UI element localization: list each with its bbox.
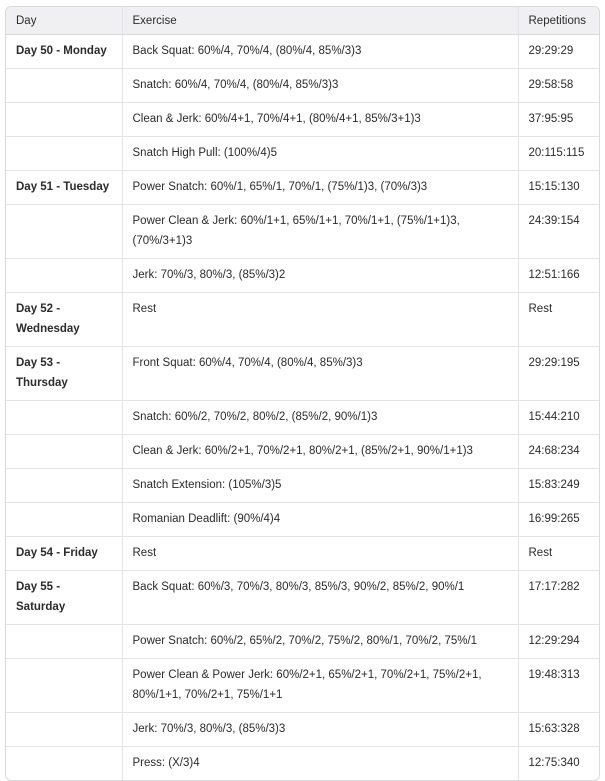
- table-row: [6, 435, 599, 469]
- table-row: [6, 293, 599, 347]
- day-cell: Day 53 - Thursday: [6, 347, 122, 401]
- exercise-cell: Clean & Jerk: 60%/2+1, 70%/2+1, 80%/2+1, (85%/2+1, 90%/1+1)3: [122, 435, 518, 469]
- day-cell: [6, 747, 122, 781]
- exercise-cell: Rest: [122, 293, 518, 347]
- table-row: [6, 469, 599, 503]
- day-cell: Day 51 - Tuesday: [6, 171, 122, 205]
- exercise-cell: Rest: [122, 537, 518, 571]
- header-exercise: Exercise: [122, 7, 518, 35]
- day-cell: [6, 69, 122, 103]
- repetitions-cell: Rest: [518, 293, 599, 347]
- repetitions-cell: 15:15:130: [518, 171, 599, 205]
- table-row: [6, 69, 599, 103]
- exercise-cell: Jerk: 70%/3, 80%/3, (85%/3)2: [122, 259, 518, 293]
- workout-table-container: [5, 6, 600, 781]
- day-cell: [6, 259, 122, 293]
- table-row: [6, 747, 599, 781]
- table-row: [6, 35, 599, 69]
- day-cell: [6, 205, 122, 259]
- exercise-cell: Power Snatch: 60%/1, 65%/1, 70%/1, (75%/1)3, (70%/3)3: [122, 171, 518, 205]
- exercise-cell: Back Squat: 60%/3, 70%/3, 80%/3, 85%/3, 90%/2, 85%/2, 90%/1: [122, 571, 518, 625]
- exercise-cell: Snatch High Pull: (100%/4)5: [122, 137, 518, 171]
- exercise-cell: Power Snatch: 60%/2, 65%/2, 70%/2, 75%/2, 80%/1, 70%/2, 75%/1: [122, 625, 518, 659]
- day-cell: [6, 103, 122, 137]
- day-cell: [6, 659, 122, 713]
- repetitions-cell: 37:95:95: [518, 103, 599, 137]
- exercise-cell: Jerk: 70%/3, 80%/3, (85%/3)3: [122, 713, 518, 747]
- repetitions-cell: 17:17:282: [518, 571, 599, 625]
- repetitions-cell: 12:51:166: [518, 259, 599, 293]
- repetitions-cell: 20:115:115: [518, 137, 599, 171]
- day-cell: Day 55 - Saturday: [6, 571, 122, 625]
- repetitions-cell: 24:39:154: [518, 205, 599, 259]
- table-row: [6, 659, 599, 713]
- table-row: [6, 259, 599, 293]
- table-row: [6, 137, 599, 171]
- table-row: [6, 713, 599, 747]
- repetitions-cell: 12:29:294: [518, 625, 599, 659]
- table-body: [6, 35, 599, 781]
- table-row: [6, 571, 599, 625]
- day-cell: [6, 137, 122, 171]
- table-row: [6, 503, 599, 537]
- table-header-row: [6, 7, 599, 35]
- exercise-cell: Press: (X/3)4: [122, 747, 518, 781]
- day-cell: [6, 713, 122, 747]
- repetitions-cell: 29:58:58: [518, 69, 599, 103]
- exercise-cell: Power Clean & Power Jerk: 60%/2+1, 65%/2+1, 70%/2+1, 75%/2+1, 80%/1+1, 70%/2+1, 75%/1+1: [122, 659, 518, 713]
- table-row: [6, 103, 599, 137]
- table-row: [6, 537, 599, 571]
- repetitions-cell: 19:48:313: [518, 659, 599, 713]
- repetitions-cell: 12:75:340: [518, 747, 599, 781]
- header-day: Day: [6, 7, 122, 35]
- exercise-cell: Snatch Extension: (105%/3)5: [122, 469, 518, 503]
- header-repetitions: Repetitions: [518, 7, 599, 35]
- repetitions-cell: 15:44:210: [518, 401, 599, 435]
- exercise-cell: Snatch: 60%/2, 70%/2, 80%/2, (85%/2, 90%/1)3: [122, 401, 518, 435]
- day-cell: [6, 469, 122, 503]
- repetitions-cell: 15:83:249: [518, 469, 599, 503]
- table-row: [6, 625, 599, 659]
- workout-table: [6, 7, 599, 780]
- table-row: [6, 401, 599, 435]
- day-cell: Day 54 - Friday: [6, 537, 122, 571]
- table-row: [6, 205, 599, 259]
- exercise-cell: Back Squat: 60%/4, 70%/4, (80%/4, 85%/3)3: [122, 35, 518, 69]
- repetitions-cell: 16:99:265: [518, 503, 599, 537]
- repetitions-cell: 15:63:328: [518, 713, 599, 747]
- exercise-cell: Romanian Deadlift: (90%/4)4: [122, 503, 518, 537]
- exercise-cell: Front Squat: 60%/4, 70%/4, (80%/4, 85%/3)3: [122, 347, 518, 401]
- repetitions-cell: 24:68:234: [518, 435, 599, 469]
- day-cell: Day 52 - Wednesday: [6, 293, 122, 347]
- repetitions-cell: 29:29:29: [518, 35, 599, 69]
- day-cell: [6, 401, 122, 435]
- exercise-cell: Snatch: 60%/4, 70%/4, (80%/4, 85%/3)3: [122, 69, 518, 103]
- table-row: [6, 347, 599, 401]
- day-cell: [6, 625, 122, 659]
- repetitions-cell: Rest: [518, 537, 599, 571]
- repetitions-cell: 29:29:195: [518, 347, 599, 401]
- day-cell: [6, 435, 122, 469]
- table-row: [6, 171, 599, 205]
- day-cell: Day 50 - Monday: [16, 45, 107, 57]
- exercise-cell: Power Clean & Jerk: 60%/1+1, 65%/1+1, 70%/1+1, (75%/1+1)3, (70%/3+1)3: [122, 205, 518, 259]
- exercise-cell: Clean & Jerk: 60%/4+1, 70%/4+1, (80%/4+1, 85%/3+1)3: [122, 103, 518, 137]
- day-cell: [6, 503, 122, 537]
